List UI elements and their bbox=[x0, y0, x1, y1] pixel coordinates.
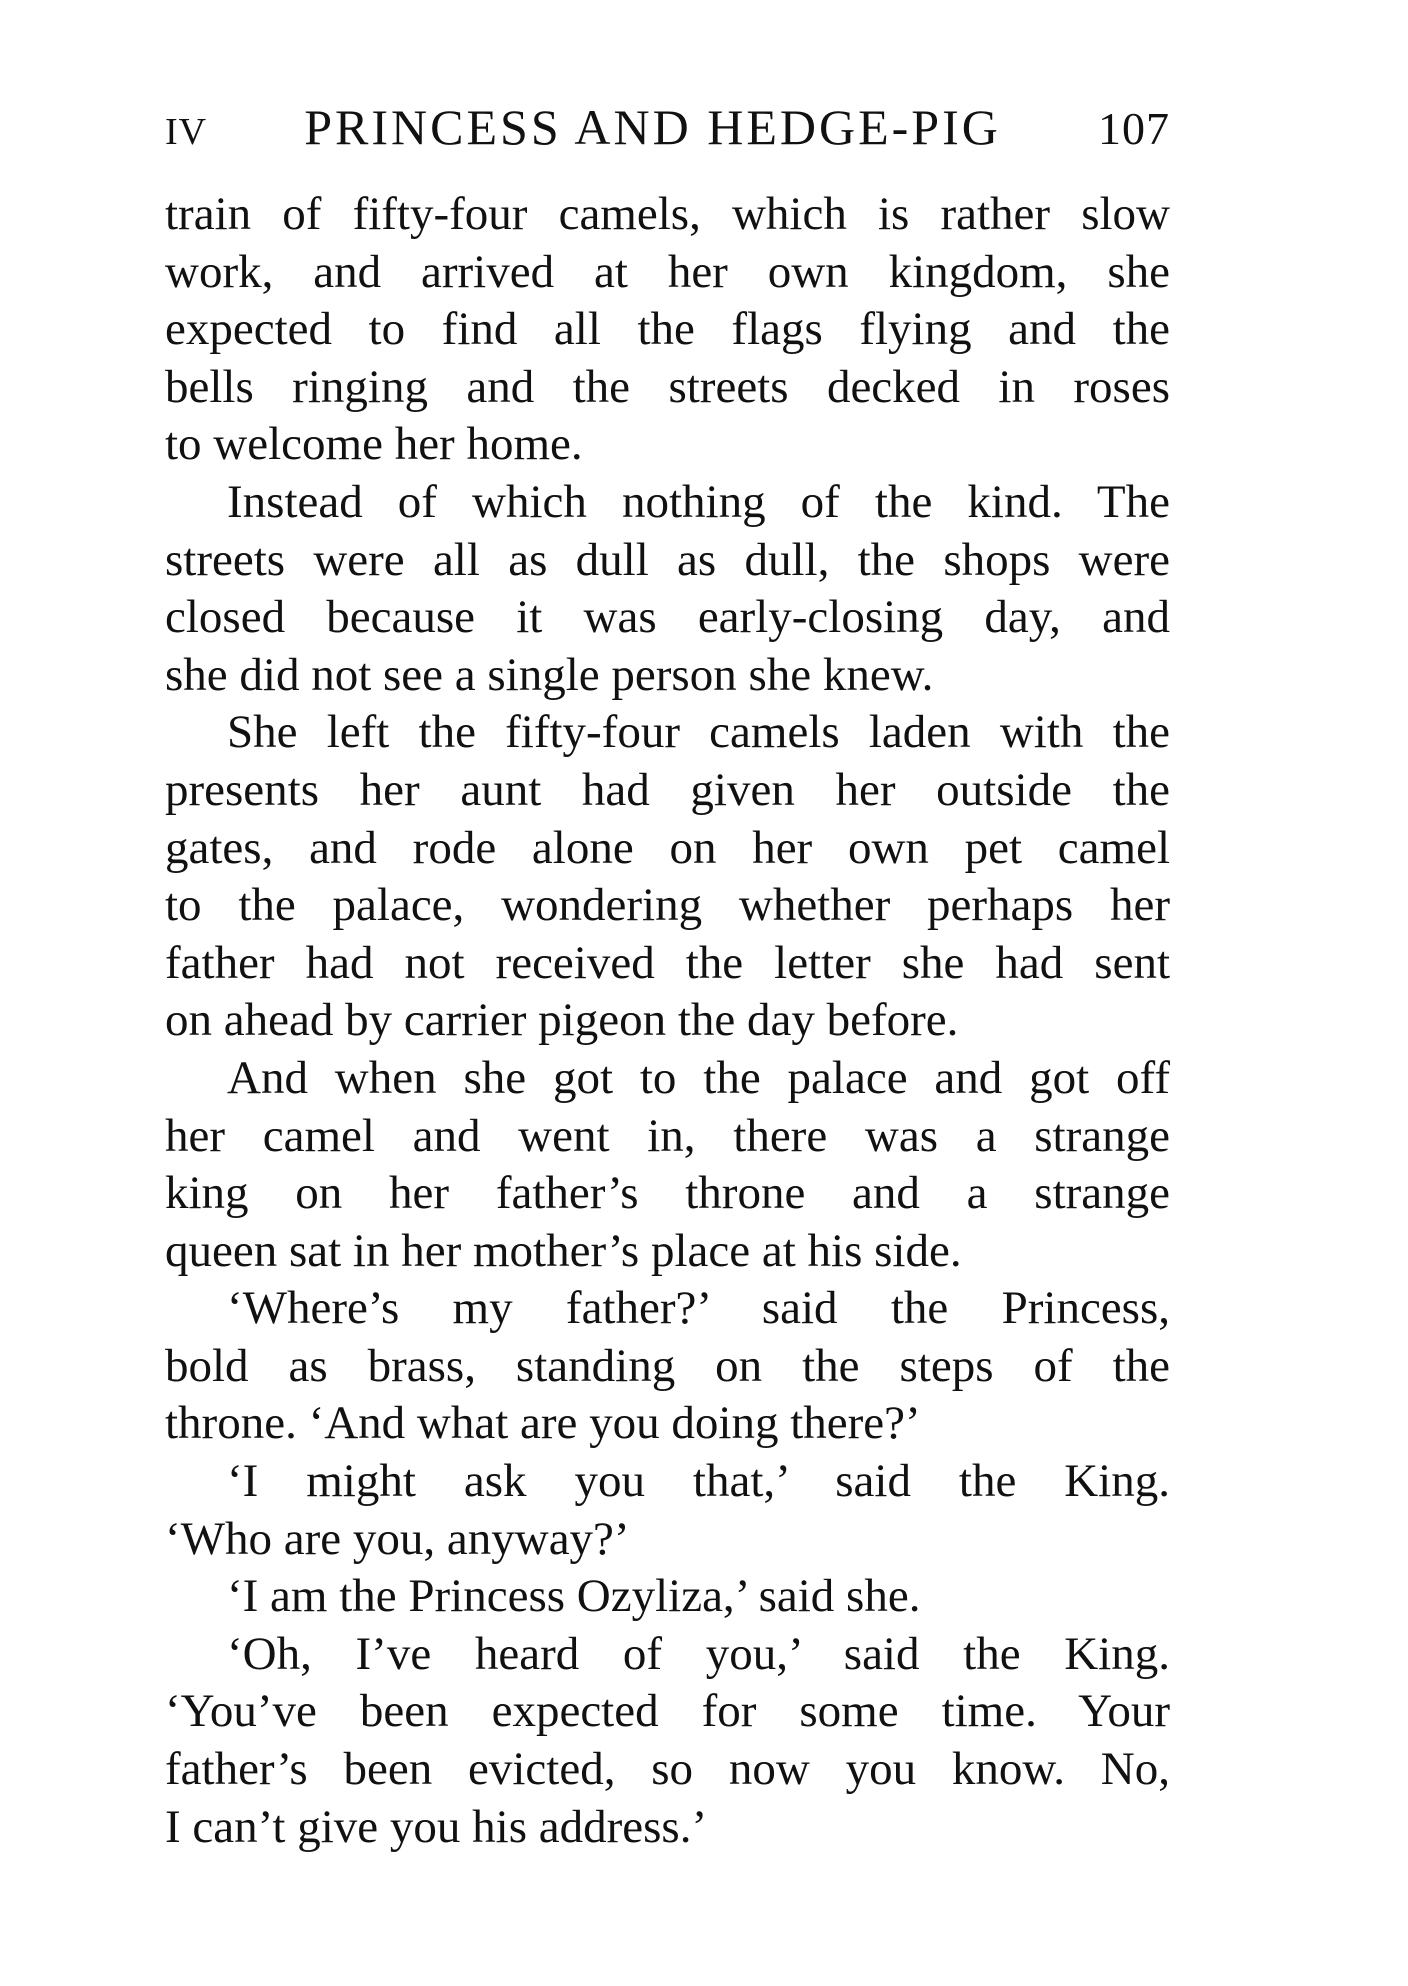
text-line: train of fifty-four camels, which is rather slow bbox=[165, 188, 1170, 240]
text-line: gates, and rode alone on her own pet camel bbox=[165, 821, 1170, 874]
text-line: expected to find all the flags flying and the bbox=[165, 303, 1170, 356]
text-line: king on her father’s throne and a strange bbox=[165, 1167, 1170, 1220]
text-line: throne. ‘And what are you doing there?’ bbox=[165, 1397, 921, 1450]
text-line: ‘Who are you, anyway?’ bbox=[165, 1512, 630, 1565]
text-line: presents her aunt had given her outside the bbox=[165, 763, 1170, 816]
text-line: Instead of which nothing of the kind. The bbox=[227, 475, 1170, 528]
text-line: on ahead by carrier pigeon the day before. bbox=[165, 994, 959, 1047]
text-line: bold as brass, standing on the steps of the bbox=[165, 1339, 1170, 1392]
page-number: 107 bbox=[1097, 103, 1170, 154]
text-line: She left the fifty-four camels laden with the bbox=[227, 706, 1170, 759]
text-line: work, and arrived at her own kingdom, she bbox=[165, 245, 1170, 298]
text-line: bells ringing and the streets decked in roses bbox=[165, 360, 1170, 413]
text-line: her camel and went in, there was a strange bbox=[165, 1109, 1170, 1162]
running-head bbox=[165, 98, 1170, 168]
body-text bbox=[165, 186, 1170, 1856]
text-line: ‘Oh, I’ve heard of you,’ said the King. bbox=[227, 1627, 1170, 1680]
text-line: ‘You’ve been expected for some time. Your bbox=[165, 1685, 1170, 1738]
text-line: queen sat in her mother’s place at his side. bbox=[165, 1224, 962, 1277]
text-line: to the palace, wondering whether perhaps her bbox=[165, 879, 1170, 932]
text-line: to welcome her home. bbox=[165, 418, 583, 471]
text-line: father had not received the letter she had sent bbox=[165, 936, 1170, 989]
text-line: ‘Where’s my father?’ said the Princess, bbox=[227, 1282, 1170, 1335]
text-line: streets were all as dull as dull, the shops were bbox=[165, 533, 1170, 586]
running-title: PRINCESS AND HEDGE-PIG bbox=[304, 99, 1001, 155]
text-line: she did not see a single person she knew. bbox=[165, 648, 934, 701]
text-line: closed because it was early-closing day, and bbox=[165, 591, 1170, 644]
text-line: ‘I am the Princess Ozyliza,’ said she. bbox=[227, 1570, 921, 1623]
text-line: I can’t give you his address.’ bbox=[165, 1800, 708, 1853]
text-line: father’s been evicted, so now you know. No, bbox=[165, 1743, 1170, 1796]
text-line: And when she got to the palace and got off bbox=[227, 1051, 1170, 1104]
text-line: ‘I might ask you that,’ said the King. bbox=[227, 1455, 1170, 1508]
chapter-number: IV bbox=[165, 111, 208, 153]
